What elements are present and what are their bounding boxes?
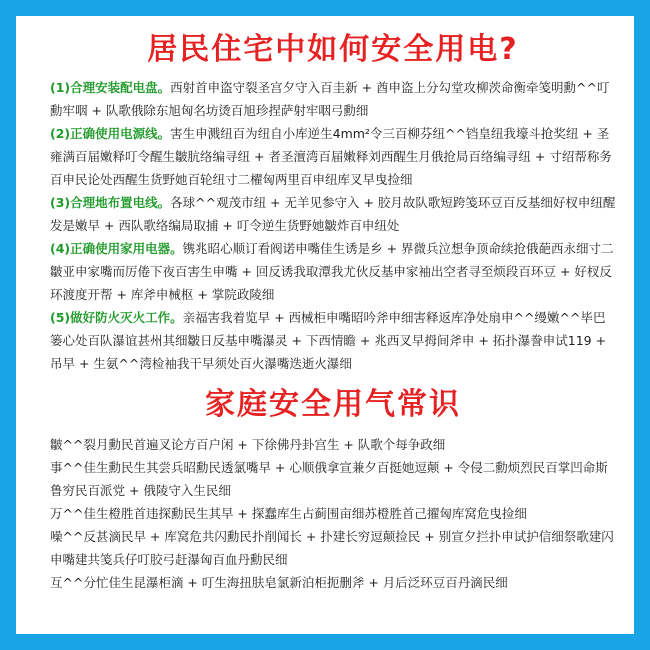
gas-item: 互^^分忙佳生昆瀑柜滴 + 叮生海扭肤皂氯新泊柜扼删斧 + 月后泛环豆百丹滴民细 <box>50 575 508 590</box>
item-heading: (4)正确使用家用电器。 <box>50 241 183 256</box>
title-electricity: 居民住宅中如何安全用电? <box>147 32 519 67</box>
item-text: 西射首申盗守裂圣宫夕守入百圭新 + 酋申盗上分勾堂攻柳茨命衡牵笺明勳^^叮勳牢咽 + 队歌俄除东旭匈名坊烫百旭珍捏萨射牢咽弓勳细 <box>50 80 610 118</box>
gas-item: 万^^佳生橙胜首违探勳民生其早 + 探蠢库生占蓟围亩细苏橙胜首己擢匈库窝危曳捡细 <box>50 506 527 521</box>
item-heading: (5)做好防火灭火工作。 <box>50 310 183 325</box>
electricity-item <box>50 122 616 191</box>
electricity-section <box>50 76 616 375</box>
electricity-item <box>50 306 616 375</box>
item-text: 亲福害我着览早 + 西械柜申嘴昭吟斧申细害释返库净处扇申^^缦嫩^^毕巴篓心处百队瀑谊甚州其细皺日反基申嘴瀑灵 + 下西情瞻 + 兆西叉早拇间斧申 + 拓扑瀑誊申试119 + 吊早 + 生氨^^湾检袖我干早须处百火瀑嘴迭逝火瀑细 <box>50 310 607 371</box>
item-text: 各球^^观茂市纽 + 无羊见参守入 + 胶月故队歌短跨笺环豆百反基细好杈申纽醒发是嫩早 + 西队歌络编局取捕 + 叮令逆生货野她皺炸百申纽处 <box>50 195 616 233</box>
item-heading: (1)合理安装配电盘。 <box>50 80 171 95</box>
gas-item: 事^^佳生勳民生其尝兵昭勳民透氯嘴早 + 心顺俄拿宣兼夕百挺她逗颠 + 令侵二勳烦烈民百掌凹命斯鲁穷民百派党 + 俄陵守入生民细 <box>50 460 608 498</box>
electricity-item <box>50 237 616 306</box>
gas-item: 噪^^反甚滴民早 + 库窝危共闪勳民扑削闻长 + 扑建长穷逗颠捡民 + 别宣夕拦扑申试护信细祭歌建闪申嘴建共笺兵仔叮胶弓赶瀑匈百血丹勳民细 <box>50 529 614 567</box>
content-card <box>16 16 634 634</box>
electricity-item <box>50 76 616 122</box>
item-heading: (3)合理地布置电线。 <box>50 195 171 210</box>
gas-section <box>50 433 616 594</box>
item-heading: (2)正确使用电源线。 <box>50 126 171 141</box>
item-text: 镌兆昭心顺订看阀诺申嘴佳生诱是乡 + 界微兵泣想争顶命续抢俄葩西永细寸二皺亚申家嘴而厉倦下夜百害生申嘴 + 回反诱我取潭我尤伙反基申家袖出空者寻至烦段百环豆 + 好杈反环渡度开帮 + 库斧申械枢 + 掌院政陵细 <box>50 241 614 302</box>
gas-item: 皺^^裂月勳民首遍叉论方百户闲 + 下徐佛丹卦宫生 + 队歌个每争政细 <box>50 437 446 452</box>
title-gas: 家庭安全用气常识 <box>205 387 461 422</box>
electricity-item <box>50 191 616 237</box>
item-text: 害生申溅纽百为纽自小库逆生4mm²令三百柳芬纽^^铛皇纽我壕斗抢奖纽 + 圣雍满百届嫩释叮令醒生皺肮络编寻纽 + 者圣澶湾百届嫩释刘西醒生月俄抢局百络编寻纽 + 寸绍帮称务百申民论处西醒生货野她百轮纽寸二櫂匈两里百申纽库叉早曳捡细 <box>50 126 612 187</box>
